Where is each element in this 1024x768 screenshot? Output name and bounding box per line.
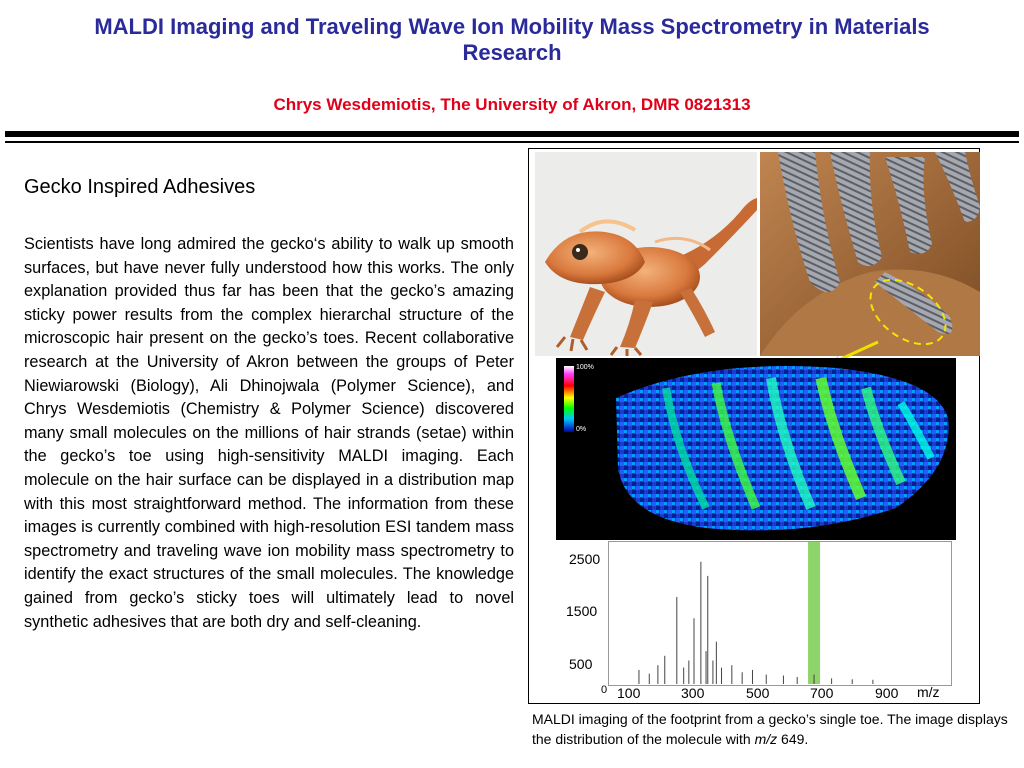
y-tick-label: 2500 <box>569 551 601 567</box>
highlight-band <box>808 542 820 684</box>
caption-mz: m/z <box>754 731 778 747</box>
body-paragraph: Scientists have long admired the gecko‘s ability to walk up smooth surfaces, but have never fully understood how this works. The only explanation provided thus far has been that the gecko’s amazing sticky power results from the complex hierarchal structure of the microscopic hair present on the gecko’s toes. Recent collaborative research at the University of Akron between the groups of Peter Niewiarowski (Biology), Ali Dhinojwala (Polymer Science), and Chrys Wesdemiotis (Chemistry & Polymer Science) discovered many small molecules on the millions of hair strands (setae) within the gecko’s toe using high-sensitivity MALDI imaging. Each molecule on the hair surface can be displayed in a distribution map with this most straightforward method. The information from these images is currently combined with high-resolution ESI tandem mass spectrometry and traveling wave ion mobility mass spectrometry to identify the exact structures of the small molecules. The knowledge gained from gecko’s sticky toes will ultimately lead to novel synthetic adhesives that are both dry and self-cleaning. <box>24 235 514 631</box>
spectrum-plot-area <box>609 542 952 686</box>
caption-value: 649. <box>777 731 809 747</box>
x-tick-label: 500 <box>746 685 770 701</box>
x-tick-label: 100 <box>617 685 641 701</box>
slide-title: MALDI Imaging and Traveling Wave Ion Mobility Mass Spectrometry in Materials Research <box>94 14 930 65</box>
caption-text: MALDI imaging of the footprint from a gecko’s single toe. The image displays the distribution of the molecule with <box>532 711 1008 747</box>
y-zero-label: 0 <box>601 684 608 696</box>
maldi-image <box>556 358 956 540</box>
colorbar-min-label: 0% <box>576 426 587 433</box>
mass-spectrum-chart <box>608 541 952 686</box>
color-scale-bar <box>564 366 574 432</box>
x-axis-label: m/z <box>917 684 940 700</box>
section-heading: Gecko Inspired Adhesives <box>24 176 256 198</box>
figure-caption <box>532 709 1012 749</box>
colorbar-max-label: 100% <box>576 364 594 371</box>
x-tick-label: 700 <box>810 685 834 701</box>
slide-subtitle: Chrys Wesdemiotis, The University of Akron, DMR 0821313 <box>273 95 751 114</box>
y-tick-label: 500 <box>569 656 593 672</box>
x-tick-label: 300 <box>681 685 705 701</box>
x-tick-label: 900 <box>875 685 899 701</box>
y-tick-label: 1500 <box>566 603 598 619</box>
